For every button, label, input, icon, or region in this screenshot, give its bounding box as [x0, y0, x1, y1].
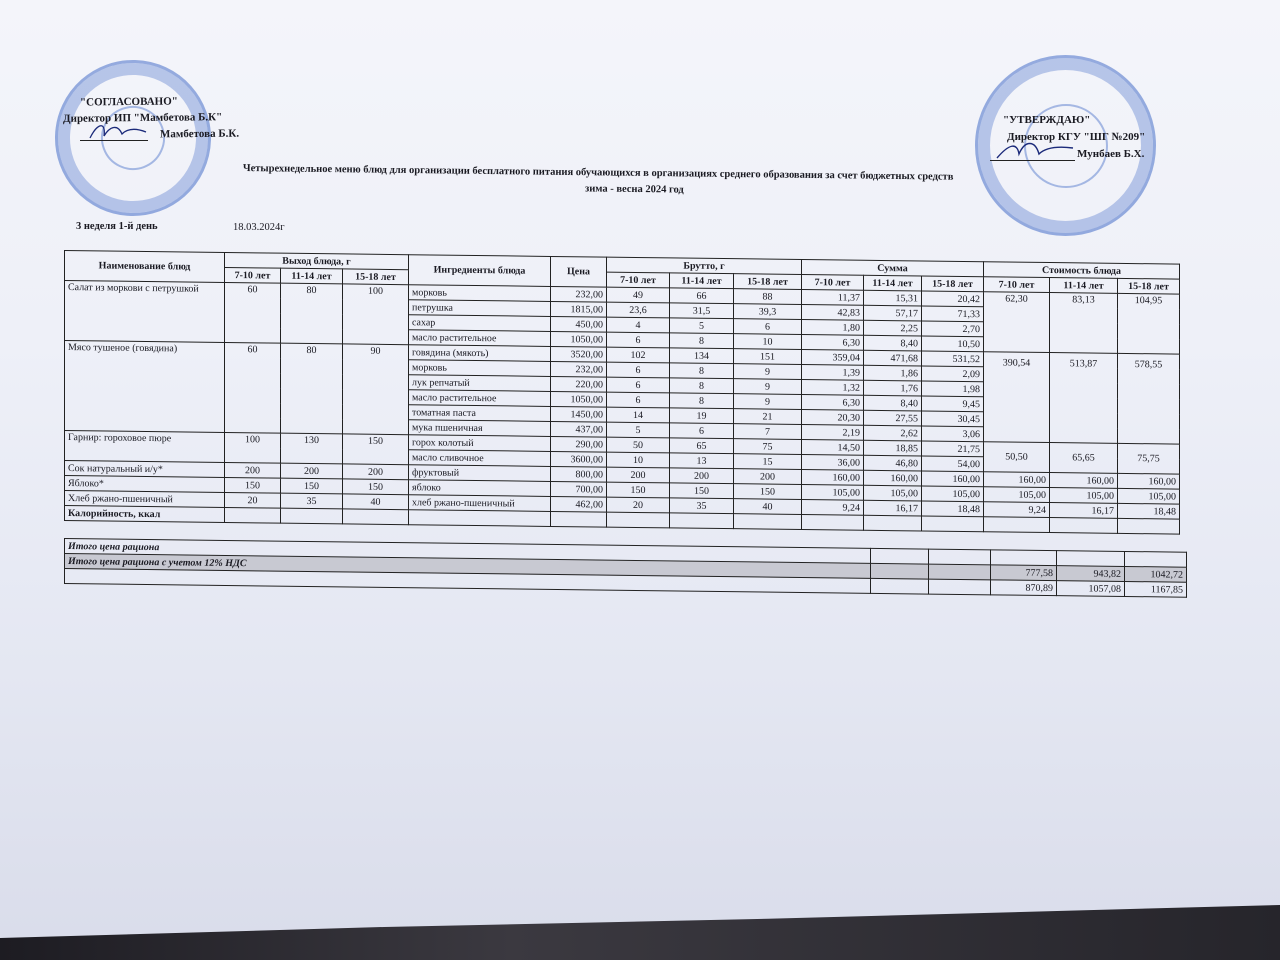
yield-cell: 150	[281, 478, 343, 494]
sum-cell: 471,68	[864, 350, 922, 366]
sum-cell: 105,00	[922, 486, 984, 502]
cost-cell: 160,00	[984, 472, 1050, 488]
right-signature-icon	[995, 136, 1075, 162]
document-title: Четырехнедельное меню блюд для организации бесплатного питания обучающихся в организациях среднего образования за счет бюджетных средств	[242, 163, 954, 183]
sum-cell: 21,75	[922, 441, 984, 457]
document-subtitle: зима - весна 2024 год	[584, 183, 684, 196]
total-vat-label: Итого цена рациона с учетом 12% НДС	[65, 554, 871, 579]
price-cell: 220,00	[551, 376, 607, 392]
cost-cell: 105,00	[1118, 488, 1180, 504]
sum-cell: 9,24	[802, 500, 864, 516]
cost-cell: 578,55	[1118, 353, 1180, 444]
col-yield-header: Выход блюда, г	[225, 252, 409, 269]
sum-cell: 30,45	[922, 411, 984, 427]
sum-cell: 6,30	[802, 395, 864, 411]
sum-cell: 105,00	[802, 485, 864, 501]
brutto-cell: 15	[734, 454, 802, 470]
sum-cell: 2,62	[864, 425, 922, 441]
sum-cell: 1,80	[802, 320, 864, 336]
sum-cell: 16,17	[864, 500, 922, 516]
yield-cell: 100	[225, 432, 281, 463]
age-header: 11-14 лет	[670, 273, 734, 289]
age-header: 15-18 лет	[1118, 278, 1180, 294]
yield-cell: 20	[225, 492, 281, 508]
cost-cell: 50,50	[984, 442, 1050, 473]
total-cell: 1167,85	[1125, 581, 1187, 597]
brutto-cell: 10	[734, 334, 802, 350]
brutto-cell: 134	[670, 348, 734, 364]
sum-cell: 2,25	[864, 320, 922, 336]
sum-cell: 359,04	[802, 350, 864, 366]
menu-table	[64, 250, 1180, 535]
brutto-cell: 75	[734, 439, 802, 455]
yield-cell: 80	[281, 343, 343, 434]
price-cell: 1815,00	[551, 301, 607, 317]
dish-name: Хлеб ржано-пшеничный	[65, 491, 225, 508]
col-sum-header: Сумма	[802, 260, 984, 277]
sum-cell: 71,33	[922, 306, 984, 322]
yield-cell: 35	[281, 493, 343, 509]
brutto-cell: 14	[607, 407, 670, 423]
agreed-position: Директор ИП "Мамбетова Б.К"	[62, 111, 223, 125]
brutto-cell: 5	[670, 318, 734, 334]
menu-date: 18.03.2024г	[233, 222, 285, 233]
brutto-cell: 7	[734, 424, 802, 440]
brutto-cell: 8	[670, 333, 734, 349]
left-signature-icon	[88, 118, 148, 144]
yield-cell: 200	[281, 463, 343, 479]
price-cell: 800,00	[551, 466, 607, 482]
cost-cell: 104,95	[1118, 293, 1180, 354]
age-header: 15-18 лет	[343, 269, 409, 285]
col-cost-header: Стоимость блюда	[984, 262, 1180, 279]
cost-cell: 65,65	[1050, 443, 1118, 474]
sum-cell: 1,76	[864, 380, 922, 396]
ingredient-name: лук репчатый	[409, 375, 551, 392]
cost-cell: 513,87	[1050, 353, 1118, 444]
brutto-cell: 66	[670, 288, 734, 304]
ingredient-name: масло растительное	[409, 390, 551, 407]
sum-cell: 1,86	[864, 365, 922, 381]
total-label: Итого цена рациона	[65, 539, 871, 564]
sum-cell: 8,40	[864, 395, 922, 411]
sum-cell: 2,19	[802, 425, 864, 441]
brutto-cell: 23,6	[607, 302, 670, 318]
brutto-cell: 9	[734, 379, 802, 395]
yield-cell: 130	[281, 433, 343, 464]
brutto-cell: 150	[670, 483, 734, 499]
brutto-cell: 35	[670, 498, 734, 514]
sum-cell: 6,30	[802, 335, 864, 351]
price-cell: 3520,00	[551, 346, 607, 362]
sum-cell: 11,37	[802, 290, 864, 306]
brutto-cell: 151	[734, 349, 802, 365]
sum-cell: 14,50	[802, 440, 864, 456]
price-cell: 700,00	[551, 481, 607, 497]
sum-cell: 18,48	[922, 501, 984, 517]
brutto-cell: 6	[607, 392, 670, 408]
sum-cell: 9,45	[922, 396, 984, 412]
brutto-cell: 9	[734, 394, 802, 410]
ingredient-name: говядина (мякоть)	[409, 345, 551, 362]
brutto-cell: 19	[670, 408, 734, 424]
sum-cell: 27,55	[864, 410, 922, 426]
ingredient-name: томатная паста	[409, 405, 551, 422]
brutto-cell: 6	[670, 423, 734, 439]
price-cell: 3600,00	[551, 451, 607, 467]
age-header: 7-10 лет	[984, 277, 1050, 293]
price-cell: 450,00	[551, 316, 607, 332]
brutto-cell: 150	[734, 484, 802, 500]
total-cell: 943,82	[1057, 566, 1125, 582]
sum-cell: 1,98	[922, 381, 984, 397]
total-cell: 870,89	[991, 580, 1057, 596]
ingredient-name: морковь	[409, 360, 551, 377]
yield-cell: 90	[343, 344, 409, 435]
yield-cell: 100	[343, 284, 409, 345]
brutto-cell: 6	[734, 319, 802, 335]
sum-cell: 57,17	[864, 305, 922, 321]
yield-cell: 200	[343, 464, 409, 480]
yield-cell: 60	[225, 282, 281, 343]
week-day-label: 3 неделя 1-й день	[76, 221, 158, 232]
dish-name: Мясо тушеное (говядина)	[65, 341, 225, 433]
yield-cell: 150	[225, 477, 281, 493]
brutto-cell: 9	[734, 364, 802, 380]
cost-cell: 105,00	[1050, 488, 1118, 504]
brutto-cell: 200	[670, 468, 734, 484]
cost-cell: 390,54	[984, 352, 1050, 443]
sum-cell: 2,09	[922, 366, 984, 382]
col-dish-header: Наименование блюд	[65, 251, 225, 283]
age-header: 11-14 лет	[281, 268, 343, 284]
cost-cell: 160,00	[1118, 473, 1180, 489]
calories-label: Калорийность, ккал	[65, 506, 225, 523]
price-cell: 290,00	[551, 436, 607, 452]
sum-cell: 160,00	[922, 471, 984, 487]
brutto-cell: 65	[670, 438, 734, 454]
sum-cell: 15,31	[864, 290, 922, 306]
yield-cell: 60	[225, 342, 281, 433]
total-cell: 1057,08	[1057, 581, 1125, 597]
ingredient-name: мука пшеничная	[409, 420, 551, 437]
sum-cell: 3,06	[922, 426, 984, 442]
cost-cell: 9,24	[984, 502, 1050, 518]
sum-cell: 531,52	[922, 351, 984, 367]
sum-cell: 2,70	[922, 321, 984, 337]
brutto-cell: 200	[734, 469, 802, 485]
sum-cell: 20,42	[922, 291, 984, 307]
age-header: 7-10 лет	[225, 267, 281, 283]
yield-cell: 150	[343, 479, 409, 495]
age-header: 11-14 лет	[1050, 278, 1118, 294]
approved-label: "УТВЕРЖДАЮ"	[1003, 114, 1091, 126]
price-cell: 232,00	[551, 286, 607, 302]
brutto-cell: 4	[607, 317, 670, 333]
brutto-cell: 6	[607, 362, 670, 378]
ingredient-name: хлеб ржано-пшеничный	[409, 495, 551, 512]
brutto-cell: 8	[670, 378, 734, 394]
price-cell: 1050,00	[551, 391, 607, 407]
sum-cell: 20,30	[802, 410, 864, 426]
age-header: 7-10 лет	[607, 272, 670, 288]
cost-cell: 16,17	[1050, 503, 1118, 519]
yield-cell: 200	[225, 462, 281, 478]
brutto-cell: 50	[607, 437, 670, 453]
total-cell: 1042,72	[1125, 566, 1187, 582]
brutto-cell: 49	[607, 287, 670, 303]
ingredient-name: горох колотый	[409, 435, 551, 452]
sum-cell: 1,39	[802, 365, 864, 381]
ingredient-name: яблоко	[409, 480, 551, 497]
col-brutto-header: Брутто, г	[607, 257, 802, 274]
price-cell: 462,00	[551, 496, 607, 512]
sum-cell: 10,50	[922, 336, 984, 352]
sum-cell: 42,83	[802, 305, 864, 321]
price-cell: 1050,00	[551, 331, 607, 347]
age-header: 15-18 лет	[734, 274, 802, 290]
brutto-cell: 40	[734, 499, 802, 515]
cost-cell: 62,30	[984, 292, 1050, 353]
brutto-cell: 31,5	[670, 303, 734, 319]
sum-cell: 36,00	[802, 455, 864, 471]
brutto-cell: 8	[670, 393, 734, 409]
sum-cell: 105,00	[864, 485, 922, 501]
age-header: 15-18 лет	[922, 276, 984, 292]
brutto-cell: 39,3	[734, 304, 802, 320]
approved-name: Мунбаев Б.Х.	[1077, 148, 1145, 160]
total-cell: 777,58	[991, 565, 1057, 581]
dish-name: Яблоко*	[65, 476, 225, 493]
ingredient-name: морковь	[409, 285, 551, 302]
dish-name: Салат из моркови с петрушкой	[65, 281, 225, 343]
dish-name: Гарнир: гороховое пюре	[65, 431, 225, 463]
price-cell: 437,00	[551, 421, 607, 437]
brutto-cell: 6	[607, 332, 670, 348]
ingredient-name: сахар	[409, 315, 551, 332]
sum-cell: 160,00	[802, 470, 864, 486]
brutto-cell: 102	[607, 347, 670, 363]
sum-cell: 54,00	[922, 456, 984, 472]
brutto-cell: 21	[734, 409, 802, 425]
col-ingredients-header: Ингредиенты блюда	[409, 255, 551, 287]
cost-cell: 105,00	[984, 487, 1050, 503]
sum-cell: 8,40	[864, 335, 922, 351]
ingredient-name: петрушка	[409, 300, 551, 317]
agreed-label: "СОГЛАСОВАНО"	[79, 95, 178, 109]
brutto-cell: 10	[607, 452, 670, 468]
price-cell: 1450,00	[551, 406, 607, 422]
agreed-name: Мамбетова Б.К.	[159, 127, 240, 141]
yield-cell: 40	[343, 494, 409, 510]
price-cell: 232,00	[551, 361, 607, 377]
brutto-cell: 88	[734, 289, 802, 305]
cost-cell: 83,13	[1050, 293, 1118, 354]
approved-position: Директор КГУ "ШГ №209"	[1007, 131, 1146, 143]
sum-cell: 18,85	[864, 440, 922, 456]
ingredient-name: масло растительное	[409, 330, 551, 347]
brutto-cell: 150	[607, 482, 670, 498]
cost-cell: 18,48	[1118, 503, 1180, 519]
age-header: 7-10 лет	[802, 275, 864, 291]
cost-cell: 160,00	[1050, 473, 1118, 489]
yield-cell: 80	[281, 283, 343, 344]
ingredient-name: фруктовый	[409, 465, 551, 482]
brutto-cell: 5	[607, 422, 670, 438]
dish-name: Сок натуральный и/у*	[65, 461, 225, 478]
brutto-cell: 6	[607, 377, 670, 393]
yield-cell: 150	[343, 434, 409, 465]
col-price-header: Цена	[551, 256, 607, 287]
sum-cell: 160,00	[864, 470, 922, 486]
brutto-cell: 13	[670, 453, 734, 469]
sum-cell: 46,80	[864, 455, 922, 471]
age-header: 11-14 лет	[864, 275, 922, 291]
ingredient-name: масло сливочное	[409, 450, 551, 467]
brutto-cell: 200	[607, 467, 670, 483]
sum-cell: 1,32	[802, 380, 864, 396]
brutto-cell: 8	[670, 363, 734, 379]
brutto-cell: 20	[607, 497, 670, 513]
cost-cell: 75,75	[1118, 443, 1180, 474]
